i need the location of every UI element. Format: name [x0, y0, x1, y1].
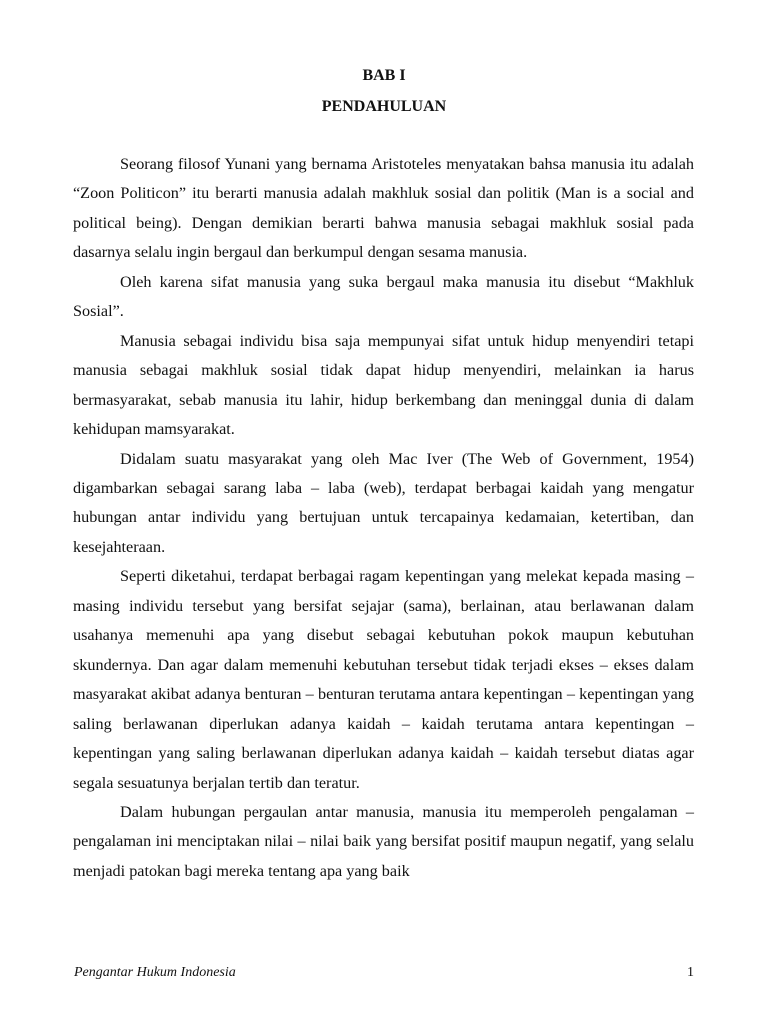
chapter-number: BAB I — [362, 67, 406, 84]
paragraph: Oleh karena sifat manusia yang suka bergaul maka manusia itu disebut “Makhluk Sosial”. — [73, 272, 694, 321]
chapter-title: PENDAHULUAN — [321, 98, 447, 115]
paragraph: Dalam hubungan pergaulan antar manusia, manusia itu memperoleh pengalaman – pengalaman ini menciptakan nilai – nilai baik yang bersifat positif maupun negatif, yang selalu menjadi patokan bagi mereka tentang apa yang baik — [73, 802, 694, 880]
body-text — [73, 150, 694, 886]
footer-book-title: Pengantar Hukum Indonesia — [74, 965, 236, 980]
page-number: 1 — [687, 965, 694, 980]
paragraph: Seperti diketahui, terdapat berbagai ragam kepentingan yang melekat kepada masing – masing individu tersebut yang bersifat sejajar (sama), berlainan, atau berlawanan dalam usahanya memenuhi apa yang disebut sebagai kebutuhan pokok maupun kebutuhan skundernya. Dan agar dalam memenuhi kebutuhan tersebut tidak terjadi ekses – ekses dalam masyarakat akibat adanya benturan – benturan terutama antara kepentingan – kepentingan yang saling berlawanan diperlukan adanya kaidah – kaidah terutama antara kepentingan – kepentingan yang saling berlawanan diperlukan adanya kaidah – kaidah tersebut diatas agar segala sesuatunya berjalan tertib dan teratur. — [73, 567, 694, 792]
paragraph: Seorang filosof Yunani yang bernama Aristoteles menyatakan bahsa manusia itu adalah “Zoon Politicon” itu berarti manusia adalah makhluk sosial dan politik (Man is a social and political being). Dengan demikian berarti bahwa manusia sebagai makhluk sosial pada dasarnya selalu ingin bergaul dan berkumpul dengan sesama manusia. — [73, 155, 694, 262]
paragraph: Didalam suatu masyarakat yang oleh Mac Iver (The Web of Government, 1954) digambarkan sebagai sarang laba – laba (web), terdapat berbagai kaidah yang mengatur hubungan antar individu yang bertujuan untuk tercapainya kedamaian, ketertiban, dan kesejahteraan. — [73, 449, 694, 556]
paragraph: Manusia sebagai individu bisa saja mempunyai sifat untuk hidup menyendiri tetapi manusia sebagai makhluk sosial tidak dapat hidup menyendiri, melainkan ia harus bermasyarakat, sebab manusia itu lahir, hidup berkembang dan meninggal dunia di dalam kehidupan mamsyarakat. — [73, 331, 694, 439]
page-footer — [74, 963, 694, 983]
